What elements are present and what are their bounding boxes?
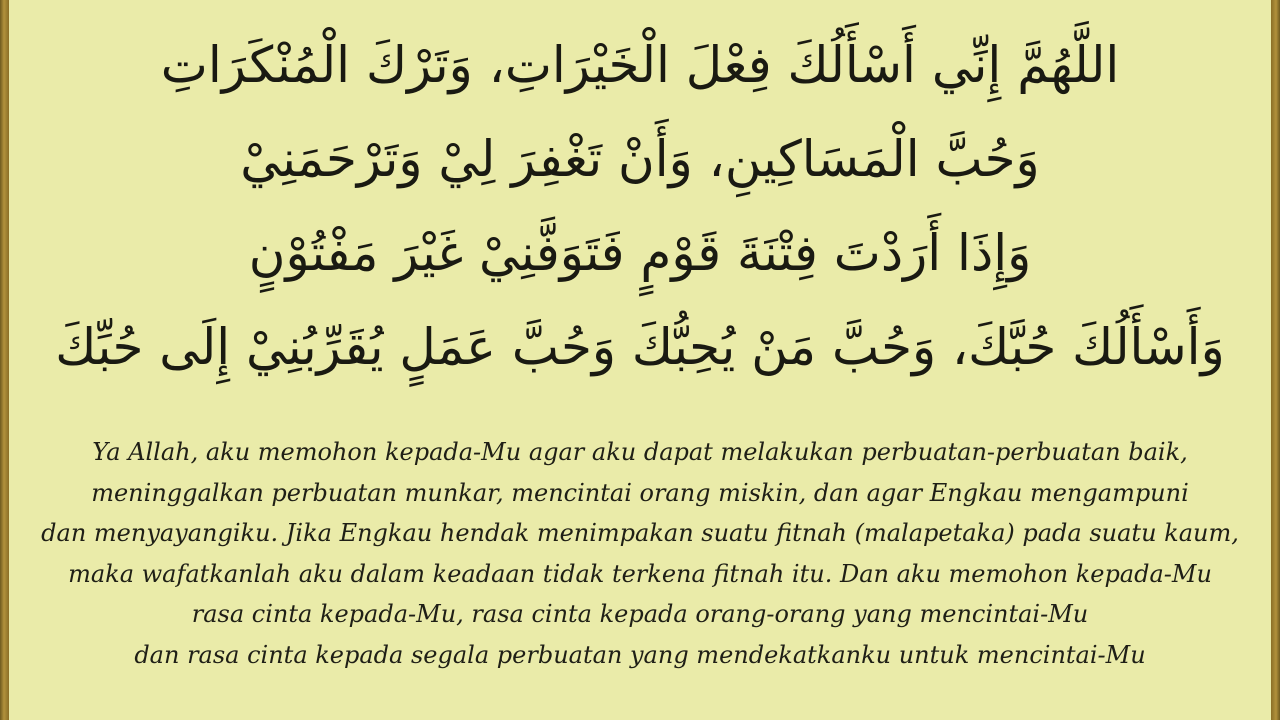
arabic-prayer-text	[9, 18, 1271, 394]
translation-line-4: maka wafatkanlah aku dalam keadaan tidak terkena fitnah itu. Dan aku memohon kepada-Mu	[68, 559, 1212, 588]
prayer-panel	[9, 0, 1271, 720]
translation-text	[9, 432, 1271, 676]
arabic-line-1: اللَّهُمَّ إِنِّي أَسْأَلُكَ فِعْلَ الْخَيْرَاتِ، وَتَرْكَ الْمُنْكَرَاتِ	[160, 36, 1120, 94]
translation-line-2: meninggalkan perbuatan munkar, mencintai orang miskin, dan agar Engkau mengampuni	[91, 478, 1189, 507]
frame-left-border	[0, 0, 9, 720]
frame-right-border	[1271, 0, 1280, 720]
translation-line-6: dan rasa cinta kepada segala perbuatan yang mendekatkanku untuk mencintai-Mu	[134, 640, 1146, 669]
translation-line-1: Ya Allah, aku memohon kepada-Mu agar aku dapat melakukan perbuatan-perbuatan baik,	[92, 438, 1188, 466]
translation-line-3: dan menyayangiku. Jika Engkau hendak menimpakan suatu fitnah (malapetaka) pada suatu kaum,	[41, 519, 1239, 548]
arabic-line-2: وَحُبَّ الْمَسَاكِينِ، وَأَنْ تَغْفِرَ لِيْ وَتَرْحَمَنِيْ	[240, 130, 1040, 188]
translation-line-5: rasa cinta kepada-Mu, rasa cinta kepada orang-orang yang mencintai-Mu	[191, 600, 1089, 629]
arabic-line-4: وَأَسْأَلُكَ حُبَّكَ، وَحُبَّ مَنْ يُحِبُّكَ وَحُبَّ عَمَلٍ يُقَرِّبُنِيْ إِلَى حُبِّكَ	[55, 318, 1225, 376]
arabic-line-3: وَإِذَا أَرَدْتَ فِتْنَةَ قَوْمٍ فَتَوَفَّنِيْ غَيْرَ مَفْتُوْنٍ	[248, 224, 1032, 282]
